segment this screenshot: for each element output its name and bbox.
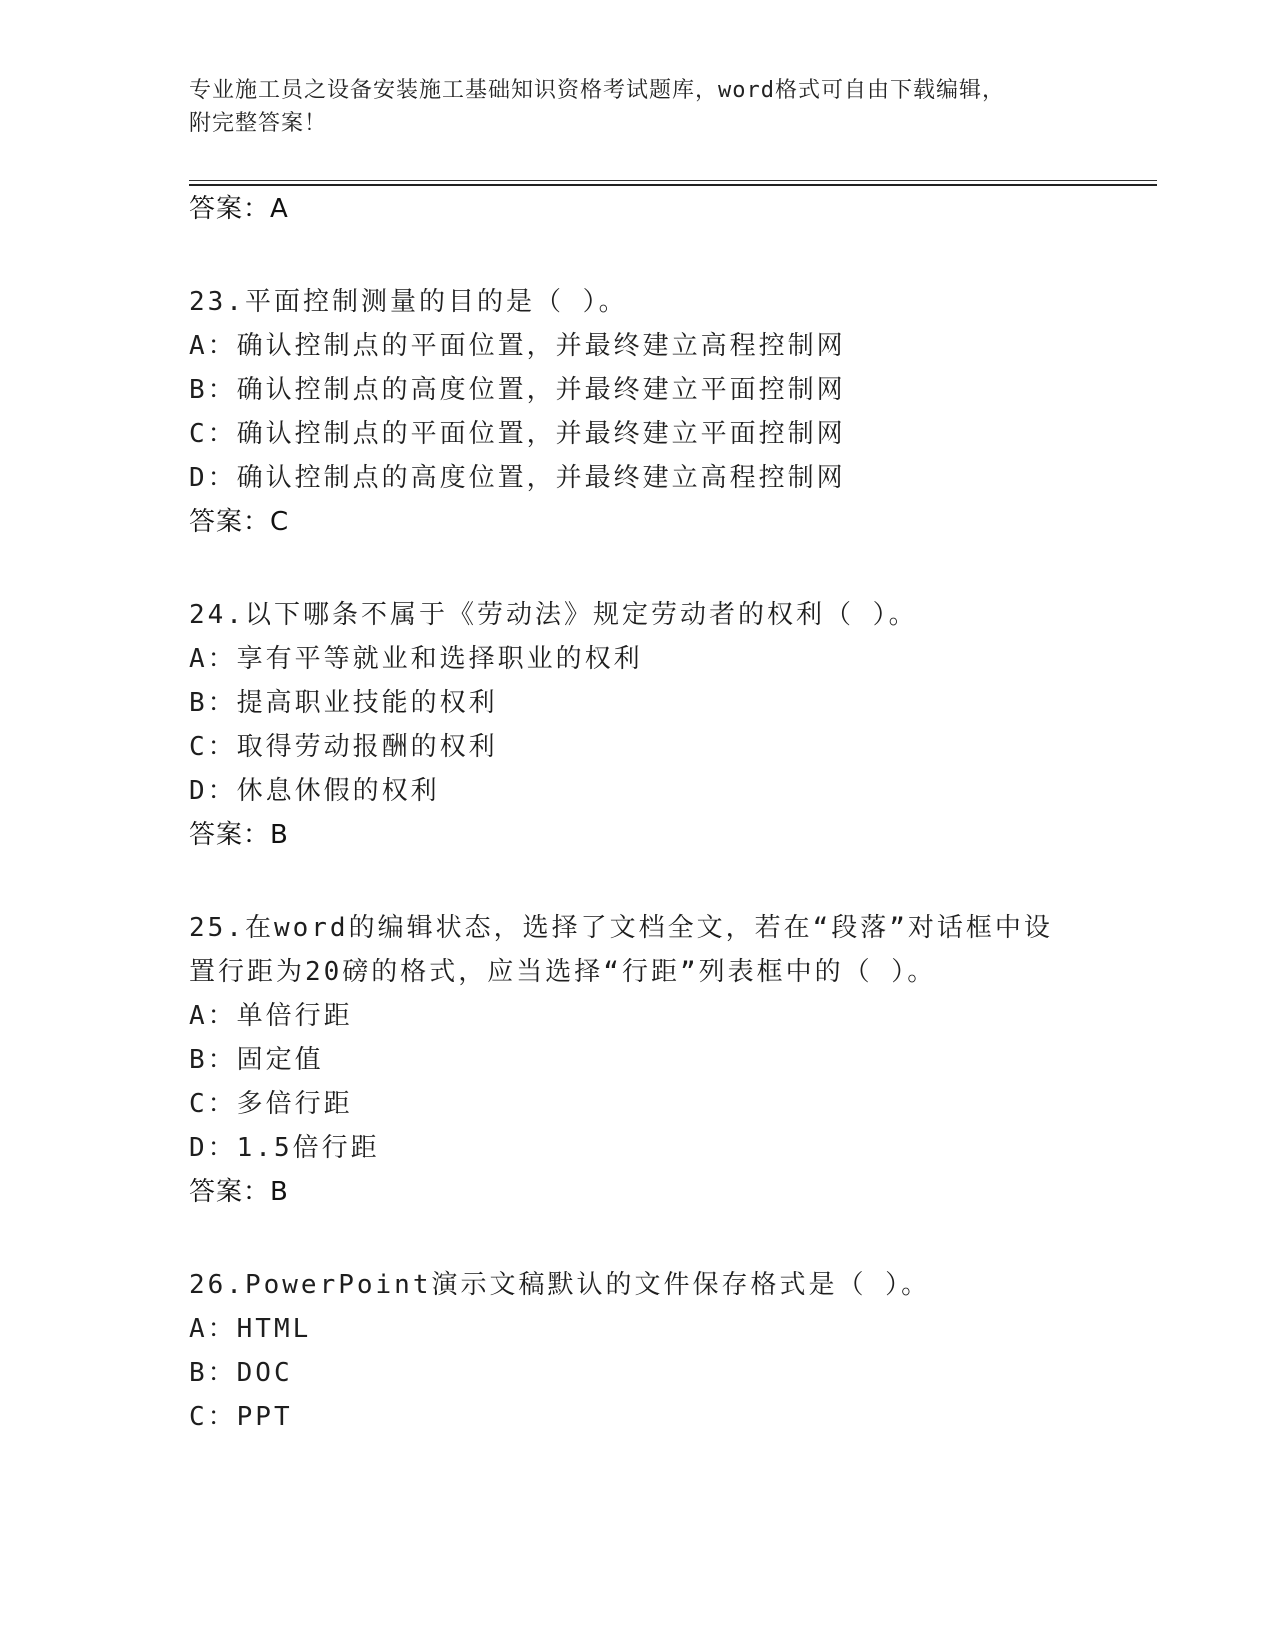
header-line-1: 专业施工员之设备安装施工基础知识资格考试题库，word格式可自由下载编辑， (189, 78, 1005, 103)
question-23-option-b: B：确认控制点的高度位置，并最终建立平面控制网 (189, 375, 846, 405)
question-25-option-d: D：1.5倍行距 (189, 1133, 380, 1163)
question-23-stem: 23.平面控制测量的目的是（ ）。 (189, 287, 628, 317)
question-25-stem-line-2: 置行距为20磅的格式，应当选择“行距”列表框中的（ ）。 (189, 957, 937, 987)
question-23-option-a: A：确认控制点的平面位置，并最终建立高程控制网 (189, 331, 846, 361)
question-26-option-b: B：DOC (189, 1358, 293, 1388)
question-25-option-a: A：单倍行距 (189, 1001, 353, 1031)
header-rule-thin (189, 180, 1157, 181)
question-25-answer: 答案：B (189, 1177, 289, 1207)
question-26-option-c: C：PPT (189, 1402, 293, 1432)
question-24-option-d: D：休息休假的权利 (189, 776, 440, 806)
question-26-option-a: A：HTML (189, 1314, 312, 1344)
question-25-option-c: C：多倍行距 (189, 1089, 353, 1119)
question-26-stem: 26.PowerPoint演示文稿默认的文件保存格式是（ ）。 (189, 1270, 931, 1300)
question-24-stem: 24.以下哪条不属于《劳动法》规定劳动者的权利（ ）。 (189, 600, 918, 630)
question-24-option-b: B：提高职业技能的权利 (189, 688, 498, 718)
header-line-2: 附完整答案！ (189, 111, 328, 136)
question-24-answer: 答案：B (189, 820, 289, 850)
header-rule-thick (189, 184, 1157, 186)
document-header (189, 74, 1069, 140)
question-23-option-c: C：确认控制点的平面位置，并最终建立平面控制网 (189, 419, 846, 449)
question-25-stem-line-1: 25.在word的编辑状态，选择了文档全文，若在“段落”对话框中设 (189, 913, 1053, 943)
previous-answer: 答案：A (189, 194, 289, 224)
question-25-option-b: B：固定值 (189, 1045, 324, 1075)
question-23-answer: 答案：C (189, 507, 290, 537)
question-23-option-d: D：确认控制点的高度位置，并最终建立高程控制网 (189, 463, 846, 493)
question-24-option-a: A：享有平等就业和选择职业的权利 (189, 644, 643, 674)
question-24-option-c: C：取得劳动报酬的权利 (189, 732, 498, 762)
